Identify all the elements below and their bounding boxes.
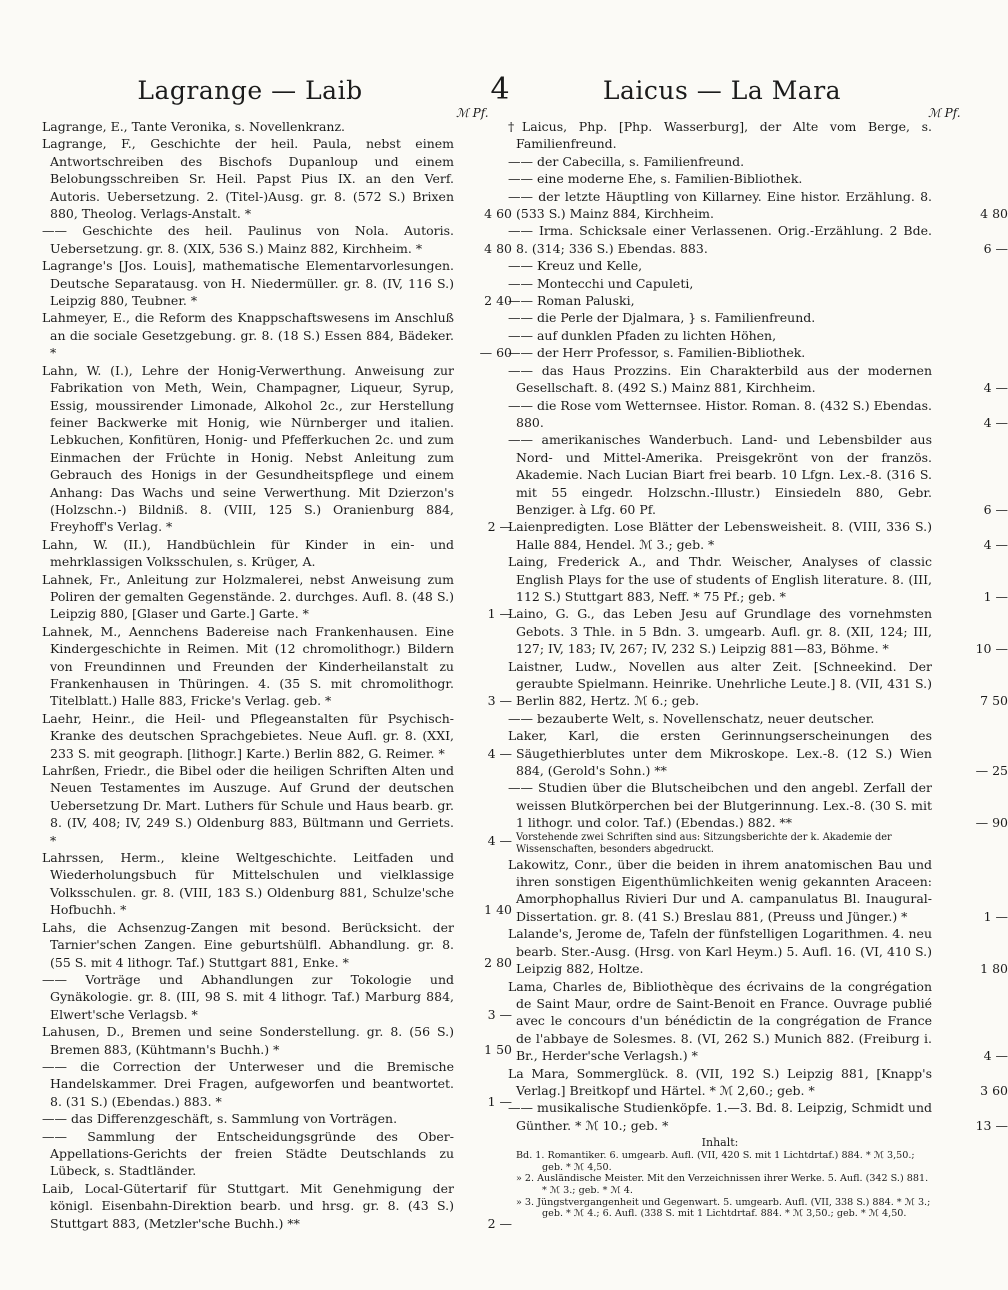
- entry-price: — 90: [975, 815, 1008, 831]
- entry-text: —— das Differenzgeschäft, s. Sammlung von Vorträgen.: [42, 1111, 398, 1127]
- entry-text: —— Studien über die Blutscheibchen und den angebl. Zerfall der weissen Blutkörperchen bei der Blutgerinnung. Lex.-8. (30 S. mit 1 lithogr. und color. Taf.) (Ebendas.) 882. **: [508, 780, 932, 831]
- entry-text: Laing, Frederick A., and Thdr. Weischer, Analyses of classic English Plays for the use of students of English literature. 8. (III, 112 S.) Stuttgart 883, Neff. * 75 Pf.; geb. *: [508, 554, 932, 604]
- entry-text: Laehr, Heinr., die Heil- und Pflegeanstalten für Psychisch-Kranke des deutschen Sprachgebietes. Neue Aufl. gr. 8. (XXI, 233 S. mit geograph. [lithogr.] Karte.) Berlin 882, G. Reimer. *: [42, 710, 454, 761]
- catalog-entry: [42, 135, 512, 222]
- volume-line: » 2. Ausländische Meister. Mit den Verzeichnissen ihrer Werke. 5. Aufl. (342 S.) 881. * ℳ 3.; geb. * ℳ 4.: [516, 1173, 929, 1196]
- entry-text: —— die Perle der Djalmara, } s. Familienfreund.: [508, 310, 816, 326]
- entry-text: Lahs, die Achsenzug-Zangen mit besond. Berücksicht. der Tarnier'schen Zangen. Eine geburtshülfl. Abhandlung. gr. 8. (55 S. mit 4 lithogr. Taf.) Stuttgart 881, Enke. *: [42, 919, 454, 970]
- catalog-entry: [508, 518, 1008, 553]
- catalog-entry: [508, 309, 932, 326]
- running-head-left: Lagrange — Laib: [137, 76, 363, 105]
- catalog-entry: [42, 257, 512, 309]
- catalog-entry: [42, 571, 512, 623]
- entry-text: Laib, Local-Gütertarif für Stuttgart. Mit Genehmigung der königl. Eisenbahn-Direktion bearb. und hrsg. gr. 8. (43 S.) Stuttgart 883, (Metzler'sche Buchh.) **: [42, 1180, 454, 1231]
- catalog-entry: [42, 1023, 512, 1058]
- catalog-entry: [508, 710, 932, 727]
- volume-line: Bd. 1. Romantiker. 6. umgearb. Aufl. (VII, 420 S. mit 1 Lichtdrtaf.) 884. * ℳ 3,50.; geb. * ℳ 4,50.: [516, 1150, 915, 1173]
- catalog-entry: [42, 849, 512, 919]
- entry-price: 7 50: [980, 693, 1008, 709]
- entry-text: Laino, G. G., das Leben Jesu auf Grundlage des vornehmsten Gebots. 3 Thle. in 5 Bdn. 3. umgearb. Aufl. gr. 8. (XII, 124; III, 127; IV, 183; IV, 267; IV, 232 S.) Leipzig 881—83, Böhme. *: [508, 606, 932, 657]
- entry-price: 2 —: [487, 519, 512, 535]
- catalog-entry: [508, 344, 932, 361]
- catalog-entry: [42, 1180, 512, 1232]
- catalog-entry: [508, 222, 1008, 257]
- entry-price: 6 —: [983, 240, 1008, 256]
- entry-price: 4 —: [983, 536, 1008, 552]
- catalog-entry: [508, 727, 1008, 779]
- catalog-entry: [508, 605, 1008, 657]
- entry-text: —— Vorträge und Abhandlungen zur Tokologie und Gynäkologie. gr. 8. (III, 98 S. mit 4 lithogr. Taf.) Marburg 884, Elwert'sche Verlagsb. *: [42, 971, 454, 1022]
- entry-price: 4 —: [983, 414, 1008, 430]
- entry-text: —— die Rose vom Wetternsee. Histor. Roman. 8. (432 S.) Ebendas. 880.: [508, 397, 932, 430]
- left-column: [42, 118, 512, 1232]
- entry-price: 1 —: [983, 588, 1008, 604]
- catalog-entry: [42, 971, 512, 1023]
- entry-text: —— der Cabecilla, s. Familienfreund.: [508, 153, 745, 169]
- catalog-entry: [508, 362, 1008, 397]
- entry-price: 3 —: [487, 1006, 512, 1022]
- entry-text: Lakowitz, Conr., über die beiden in ihrem anatomischen Bau und ihren sonstigen Eigenthümlichkeiten wenig gekannten Araceen: Amorphophallus Rivieri Dur und A. campanulatus Bl. Inaugural-Dissertation. gr. 8. (41 S.) Breslau 881, (Preuss und Jünger.) *: [508, 856, 932, 924]
- catalog-entry: [508, 275, 932, 292]
- price-unit-right: ℳ Pf.: [928, 106, 961, 120]
- entry-text: Lagrange, F., Geschichte der heil. Paula, nebst einem Antwortschreiben des Bischofs Dupanloup und einem Belobungsschreiben Sr. Heil. Papst Pius IX. an den Verf. Autoris. Uebersetzung. 2. (Titel-)Ausg. gr. 8. (572 S.) Brixen 880, Theolog. Verlags-Anstalt. *: [42, 136, 454, 222]
- catalog-entry: [508, 118, 932, 153]
- catalog-entry: [508, 257, 932, 274]
- catalog-entry: [42, 309, 512, 361]
- catalog-entry: [42, 623, 512, 710]
- entry-text: —— der letzte Häuptling von Killarney. Eine histor. Erzählung. 8. (533 S.) Mainz 884, Kirchheim.: [508, 188, 932, 222]
- catalog-entry: [42, 536, 454, 571]
- price-unit-left: ℳ Pf.: [456, 106, 489, 120]
- entry-price: 1 —: [487, 606, 512, 622]
- catalog-entry: [508, 658, 1008, 710]
- entry-text: Lahnek, Fr., Anleitung zur Holzmalerei, nebst Anweisung zum Poliren der gemalten Gegenstände. 2. durchges. Aufl. 8. (48 S.) Leipzig 880, [Glaser und Garte.] Garte. *: [42, 571, 454, 622]
- catalog-entry: [508, 431, 1008, 518]
- entry-text: —— bezauberte Welt, s. Novellenschatz, neuer deutscher.: [508, 710, 875, 726]
- catalog-entry: [508, 170, 932, 187]
- entry-price: 4 —: [983, 1048, 1008, 1064]
- entry-text: Laker, Karl, die ersten Gerinnungserscheinungen des Säugethierblutes unter dem Mikroskope. Lex.-8. (12 S.) Wien 884, (Gerold's Sohn.) **: [508, 728, 932, 779]
- entry-price: 3 —: [487, 693, 512, 709]
- catalog-entry: [42, 710, 512, 762]
- catalog-entry: [42, 919, 512, 971]
- entry-price: — 25: [975, 763, 1008, 779]
- catalog-entry: [508, 553, 1008, 605]
- catalog-entry: [42, 1128, 454, 1180]
- catalog-entry: [42, 362, 512, 536]
- entry-text: —— musikalische Studienköpfe. 1.—3. Bd. 8. Leipzig, Schmidt und Günther. * ℳ 10.; geb. *: [508, 1100, 932, 1133]
- catalog-entry: [42, 222, 512, 257]
- catalog-entry: [42, 118, 454, 135]
- entry-price: 4 80: [980, 206, 1008, 222]
- entry-price: 6 —: [983, 501, 1008, 517]
- entry-text: —— der Herr Professor, s. Familien-Bibliothek.: [508, 345, 806, 361]
- catalog-entry: [508, 925, 1008, 977]
- entry-price: 1 50: [484, 1041, 512, 1057]
- catalog-entry: [508, 327, 932, 344]
- entry-price: 4 80: [484, 240, 512, 256]
- entry-price: — 60: [479, 345, 512, 361]
- catalog-entry: [508, 397, 1008, 432]
- entry-text: Lahn, W. (I.), Lehre der Honig-Verwerthung. Anweisung zur Fabrikation von Meth, Wein, Champagner, Liqueur, Syrup, Essig, moussirender Limonade, Alkohol 2c., zur Herstellung feiner Backwerke mit Honig, wie Nürnberger und italien. Lebkuchen, Konfitüren, Honig- und Pfefferkuchen 2c. und zum Einmachen der Früchte in Honig. Nebst Anleitung zum Gebrauch des Honigs in der Gesundheitspflege und einem Anhang: Das Wachs und seine Verwerthung. Mit Dzierzon's (Holzschn.-) Bildniß. 8. (VIII, 125 S.) Oranienburg 884, Freyhoff's Verlag. *: [42, 362, 454, 535]
- entry-text: Lalande's, Jerome de, Tafeln der fünfstelligen Logarithmen. 4. neu bearb. Ster.-Ausg. (Hrsg. von Karl Heym.) 5. Aufl. 16. (VI, 410 S.) Leipzig 882, Holtze.: [508, 926, 932, 977]
- entry-price: 4 —: [983, 380, 1008, 396]
- entry-text: —— die Correction der Unterweser und die Bremische Handelskammer. Drei Fragen, aufgeworfen und beantwortet. 8. (31 S.) (Ebendas.) 883. *: [42, 1058, 454, 1109]
- entry-text: —— Irma. Schicksale einer Verlassenen. Orig.-Erzählung. 2 Bde. 8. (314; 336 S.) Ebendas. 883.: [508, 223, 932, 256]
- catalog-entry: [508, 1065, 1008, 1100]
- entry-text: Lahnek, M., Aennchens Badereise nach Frankenhausen. Eine Kindergeschichte in Reimen. Mit (12 chromolithogr.) Bildern von Freundinnen und Freunden der Kinderheilanstalt zu Frankenhausen in Thüringen. 4. (35 S. mit chromolithogr. Titelblatt.) Halle 883, Fricke's Verlag. geb. *: [42, 623, 454, 709]
- catalog-entry: [508, 779, 1008, 831]
- entry-price: 1 40: [484, 902, 512, 918]
- entry-price: 1 —: [487, 1093, 512, 1109]
- entry-text: —— Kreuz und Kelle,: [508, 258, 643, 274]
- entry-price: 13 —: [975, 1117, 1008, 1133]
- entry-text: Lahn, W. (II.), Handbüchlein für Kinder in ein- und mehrklassigen Volksschulen, s. Krüger, A.: [42, 536, 454, 570]
- entry-price: 3 60: [980, 1082, 1008, 1098]
- catalog-entry: [508, 188, 1008, 223]
- catalog-entry: [42, 1058, 512, 1110]
- catalog-entry: [42, 762, 512, 849]
- entry-text: †Laicus, Php. [Php. Wasserburg], der Alte vom Berge, s. Familienfreund.: [508, 119, 932, 152]
- entry-text: La Mara, Sommerglück. 8. (VII, 192 S.) Leipzig 881, [Knapp's Verlag.] Breitkopf und Härtel. * ℳ 2,60.; geb. *: [508, 1065, 932, 1098]
- entry-text: —— das Haus Prozzins. Ein Charakterbild aus der modernen Gesellschaft. 8. (492 S.) Mainz 881, Kirchheim.: [508, 362, 932, 396]
- entry-text: Lagrange's [Jos. Louis], mathematische Elementarvorlesungen. Deutsche Separatausg. von H. Niedermüller. gr. 8. (IV, 116 S.) Leipzig 880, Teubner. *: [42, 258, 454, 309]
- entry-text: Laistner, Ludw., Novellen aus alter Zeit. [Schneekind. Der geraubte Spielmann. Heinrike. Unehrliche Leute.] 8. (VII, 431 S.) Berlin 882, Hertz. ℳ 6.; geb.: [508, 658, 932, 709]
- right-entries: [508, 118, 1008, 1220]
- entry-text: Lahusen, D., Bremen und seine Sonderstellung. gr. 8. (56 S.) Bremen 883, (Kühtmann's Buchh.) *: [42, 1024, 454, 1057]
- entry-price: 10 —: [975, 641, 1008, 657]
- right-column: [508, 118, 1008, 1220]
- entry-text: —— eine moderne Ehe, s. Familien-Bibliothek.: [508, 171, 803, 187]
- entry-text: —— auf dunklen Pfaden zu lichten Höhen,: [508, 327, 777, 343]
- catalog-entry: [508, 856, 1008, 926]
- entry-text: Laienpredigten. Lose Blätter der Lebensweisheit. 8. (VIII, 336 S.) Halle 884, Hendel. ℳ 3.; geb. *: [508, 519, 932, 552]
- catalog-entry: [508, 1099, 1008, 1134]
- running-head-right: Laicus — La Mara: [602, 76, 842, 105]
- volume-line: » 3. Jüngstvergangenheit und Gegenwart. 5. umgearb. Aufl. (VII, 338 S.) 884. * ℳ 3.; geb. * ℳ 4.; 6. Aufl. (338 S. mit 1 Lichtdrtaf. 884. * ℳ 3,50.; geb. * ℳ 4,50.: [516, 1196, 931, 1220]
- entry-price: 2 80: [484, 954, 512, 970]
- catalog-entry: [508, 978, 1008, 1065]
- entry-price: 4 —: [487, 832, 512, 848]
- entry-text: Lagrange, E., Tante Veronika, s. Novellenkranz.: [42, 119, 346, 134]
- entry-price: 1 80: [980, 961, 1008, 977]
- catalog-entry: [508, 292, 932, 309]
- entry-price: 4 60: [484, 206, 512, 222]
- entry-text: Lahrßen, Friedr., die Bibel oder die heiligen Schriften Alten und Neuen Testamentes im Auszuge. Auf Grund der deutschen Uebersetzung Dr. Mart. Luthers für Schule und Haus bearb. gr. 8. (IV, 408; IV, 249 S.) Oldenburg 883, Bültmann und Gerriets. *: [42, 763, 454, 848]
- entry-text: —— Montecchi und Capuleti,: [508, 275, 694, 291]
- entry-text: Lama, Charles de, Bibliothèque des écrivains de la congrégation de Saint Maur, ordre de Saint-Benoit en France. Ouvrage publié avec le concours d'un bénédictin de la congrégation de France de l'abbaye de Solesmes. 8. (VI, 262 S.) Munich 882. (Freiburg i. Br., Herder'sche Verlagsh.) *: [508, 978, 932, 1064]
- entry-price: 4 —: [487, 745, 512, 761]
- catalog-entry: [508, 153, 932, 170]
- entry-text: —— Sammlung der Entscheidungsgründe des Ober-Appellations-Gerichts der freien Städte Deutschlands zu Lübeck, s. Stadtländer.: [42, 1128, 454, 1179]
- entry-price: 2 40: [484, 293, 512, 309]
- entry-text: Lahrssen, Herm., kleine Weltgeschichte. Leitfaden und Wiederholungsbuch für Mittelschulen und vielklassige Volksschulen. gr. 8. (VIII, 183 S.) Oldenburg 881, Schulze'sche Hofbuchh. *: [42, 850, 454, 918]
- entry-text: —— Roman Paluski,: [508, 293, 635, 309]
- entry-price: 2 —: [487, 1215, 512, 1231]
- entry-text: Lahmeyer, E., die Reform des Knappschaftswesens im Anschluß an die sociale Gesetzgebung. gr. 8. (18 S.) Essen 884, Bädeker. *: [42, 310, 454, 361]
- contents-heading: Inhalt:: [701, 1136, 739, 1150]
- entry-price: 1 —: [983, 908, 1008, 924]
- catalog-entry: [42, 1110, 454, 1127]
- entry-text: —— amerikanisches Wanderbuch. Land- und Lebensbilder aus Nord- und Mittel-Amerika. Preisgekrönt von der französ. Akademie. Nach Lucian Biart frei bearb. 10 Lfgn. Lex.-8. (316 S. mit 55 eingedr. Holzschn.-Illustr.) Einsiedeln 880, Gebr. Benziger. à Lfg. 60 Pf.: [508, 432, 932, 517]
- entry-text: —— Geschichte des heil. Paulinus von Nola. Autoris. Uebersetzung. gr. 8. (XIX, 536 S.) Mainz 882, Kirchheim. *: [42, 223, 454, 256]
- page-number: 4: [490, 72, 510, 107]
- footnote: Vorstehende zwei Schriften sind aus: Sitzungsberichte der k. Akademie der Wissenschaften, besonders abgedruckt.: [516, 831, 892, 855]
